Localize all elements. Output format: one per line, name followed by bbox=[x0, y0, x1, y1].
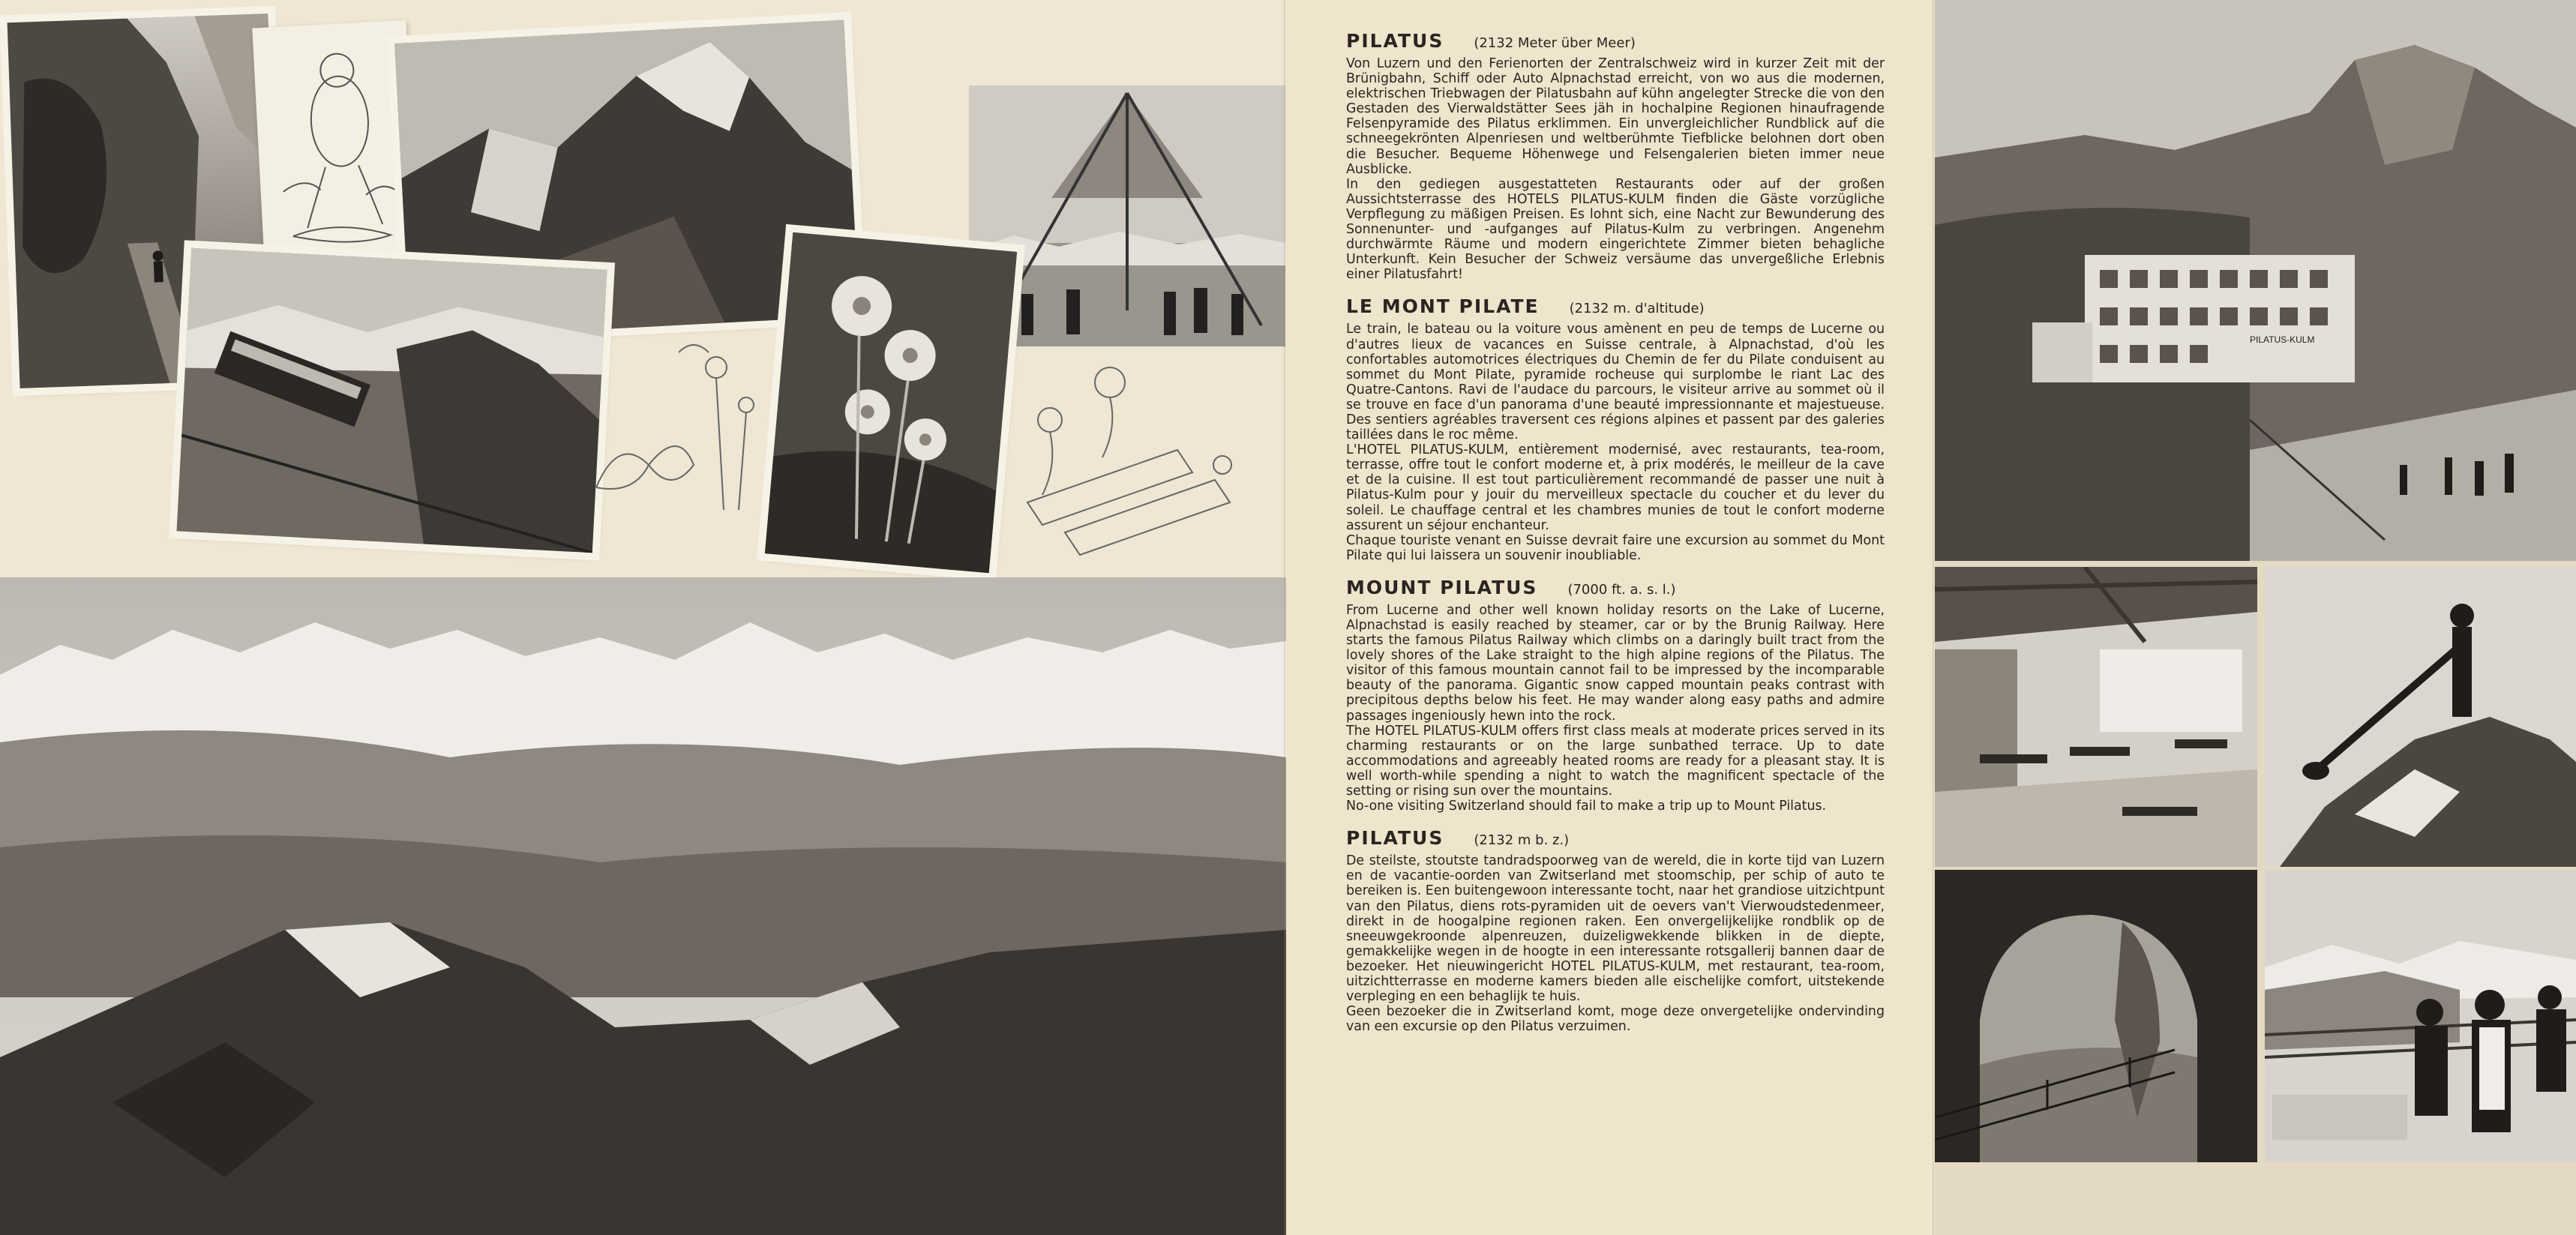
section-dutch bbox=[1346, 827, 1885, 1034]
section-title: PILATUS bbox=[1346, 827, 1444, 850]
section-title: PILATUS bbox=[1346, 30, 1444, 52]
text-panel bbox=[1286, 0, 1935, 1235]
paragraph: Le train, le bateau ou la voiture vous amènent en peu de temps de Lucerne ou d'autres lieux de vacances en Suisse centrale, à Alpnachstad, d'où les confortables automotrices électriques du Chemin de fer du Pilate conduisent au sommet du Mont Pilate, pyramide rocheuse qui surplombe le riant Lac des Quatre-Cantons. Ravi de l'audace du parcours, le visiteur arrive au sommet où il se trouve en face d'un panorama d'une beauté impressionnante et majestueuse. Des sentiers agréables traversent ces régions alpines et passent par des galeries taillées dans le roc même. bbox=[1346, 322, 1885, 443]
photo-hotel-pilatus-kulm bbox=[1935, 0, 2576, 561]
section-german bbox=[1346, 30, 1885, 282]
paragraph: Chaque touriste venant en Suisse devrait faire une excursion au sommet du Mont Pilate qui lui laissera un souvenir inoubliable. bbox=[1346, 532, 1885, 563]
photo-pilatus-railway bbox=[176, 248, 607, 553]
paragraph: In den gediegen ausgestatteten Restaurants oder auf der großen Aussichtsterrasse des HOTELS PILATUS-KULM finden die Gäste vorzügliche Verpflegung zu mäßigen Preisen. Es lohnt sich, eine Nacht zur Bewunderung des Sonnenunter- und -aufganges auf Pilatus-Kulm zu verbringen. Angenehm durchwärmte Räume und modern eingerichtete Zimmer bieten behagliche Unterkunft. Kein Besucher der Schweiz versäume das unvergeßliche Erlebnis einer Pilatusfahrt! bbox=[1346, 176, 1885, 283]
photo-edelweiss-flowers bbox=[765, 232, 1017, 574]
section-altitude: (2132 Meter über Meer) bbox=[1474, 35, 1636, 51]
photo-terrace-diners bbox=[2265, 870, 2576, 1162]
section-english bbox=[1346, 577, 1885, 814]
paper-margin-strip bbox=[1935, 1162, 2576, 1235]
photo-rock-arch-gallery bbox=[1935, 870, 2257, 1162]
text-column bbox=[1346, 30, 1885, 1048]
photo-alphorn-player bbox=[2265, 567, 2576, 867]
section-altitude: (2132 m b. z.) bbox=[1474, 832, 1570, 849]
section-french bbox=[1346, 295, 1885, 563]
butterfly-flower-sketch bbox=[566, 322, 784, 540]
left-panel-photo-collage bbox=[0, 0, 1286, 1235]
section-altitude: (7000 ft. a. s. l.) bbox=[1567, 581, 1676, 598]
paragraph: The HOTEL PILATUS-KULM offers first class meals at moderate prices served in its charming restaurants or on the large sunbathed terrace. Up to date accommodations and agreeably heated rooms are ready for a pleasant stay. It is well worth-while spending a night to watch the magnificent spectacle of the setting or rising sun over the mountains. bbox=[1346, 723, 1885, 799]
right-panel-photos bbox=[1935, 0, 2576, 1235]
paragraph: L'HOTEL PILATUS-KULM, entièrement modernisé, avec restaurants, tea-room, terrasse, offre tout le confort moderne et, à prix modérés, le meilleur de la cave et de la cuisine. Il est tout particulièrement recommandé de passer une nuit à Pilatus-Kulm pour y jouir du merveilleux spectacle du coucher et du lever du soleil. Le chauffage central et les chambres munies de tout le confort moderne assurent un séjour enchanteur. bbox=[1346, 442, 1885, 533]
section-altitude: (2132 m. d'altitude) bbox=[1569, 301, 1705, 317]
paragraph: From Lucerne and other well known holiday resorts on the Lake of Lucerne, Alpnachstad is easily reached by steamer, car or by the Brunig Railway. Here starts the famous Pilatus Railway which climbs on a daringly built tract from the lovely shores of the Lake straight to the high alpine regions of the Pilatus. The visitor of this famous mountain cannot fail to be impressed by the incomparable beauty of the panorama. Gigantic snow capped mountain peaks contrast with precipitous depths below his feet. He may wander along easy paths and admire passages ingeniously hewn into the rock. bbox=[1346, 602, 1885, 724]
section-title: LE MONT PILATE bbox=[1346, 295, 1540, 318]
paragraph: Von Luzern und den Ferienorten der Zentralschweiz wird in kurzer Zeit mit der Brünigbahn, Schiff oder Auto Alpnachstad erreicht, von wo aus die modernen, elektrischen Triebwagen der Pilatusbahn auf kühn angelegter Strecke die von den Gestaden des Vierwaldstätter Sees jäh in hochalpine Regionen hinaufragende Felsenpyramide des Pilatus erklimmen. Ein unvergleichlicher Rundblick auf die schneegekrönten Alpenriesen und weltberühmte Tiefblicke belohnen dort oben die Besucher. Bequeme Höhenwege und Felsengalerien bieten immer neue Ausblicke. bbox=[1346, 56, 1885, 177]
hotel-sign: PILATUS-KULM bbox=[2250, 334, 2315, 345]
marmot-sketch-illustration bbox=[252, 20, 419, 283]
photo-restaurant-interior bbox=[1935, 567, 2257, 867]
photo-pyramid-viewing-point bbox=[969, 85, 1285, 346]
paragraph: No-one visiting Switzerland should fail to make a trip up to Mount Pilatus. bbox=[1346, 799, 1827, 814]
paragraph: De steilste, stoutste tandradspoorweg van de wereld, die in korte tijd van Luzern en de vacantie-oorden van Zwitserland met stoomschip, per schip of auto te bereiken is. Een buitengewoon interessante tocht, naar het grandiose uitzichtpunt van den Pilatus, diens rots-pyramiden uit de oevers van't Vierwoudstedenmeer, direkt in de hoogalpine regionen raken. Een onvergelijkelijke rondblik op de sneeuwgekroonde alpenreuzen, duizeligwekkende blikken in de diepte, gemakkelijke wegen in de hoogte in een interessante rotsgallerij bannen daar de bezoeker. Het nieuwingericht HOTEL PILATUS-KULM, met restaurant, tea-room, uitzichtterrasse en moderne kamers bieden alle eischelijke comfort, uitstekende verpleging en een behaglijk te huis. bbox=[1346, 853, 1885, 1005]
photo-alpine-panorama bbox=[0, 577, 1286, 1235]
paragraph: Geen bezoeker die in Zwitserland komt, moge deze onvergetelijke ondervinding van een excursie op den Pilatus verzuimen. bbox=[1346, 1004, 1885, 1035]
section-title: MOUNT PILATUS bbox=[1346, 576, 1538, 598]
alphorn-flower-sketch bbox=[997, 352, 1282, 570]
